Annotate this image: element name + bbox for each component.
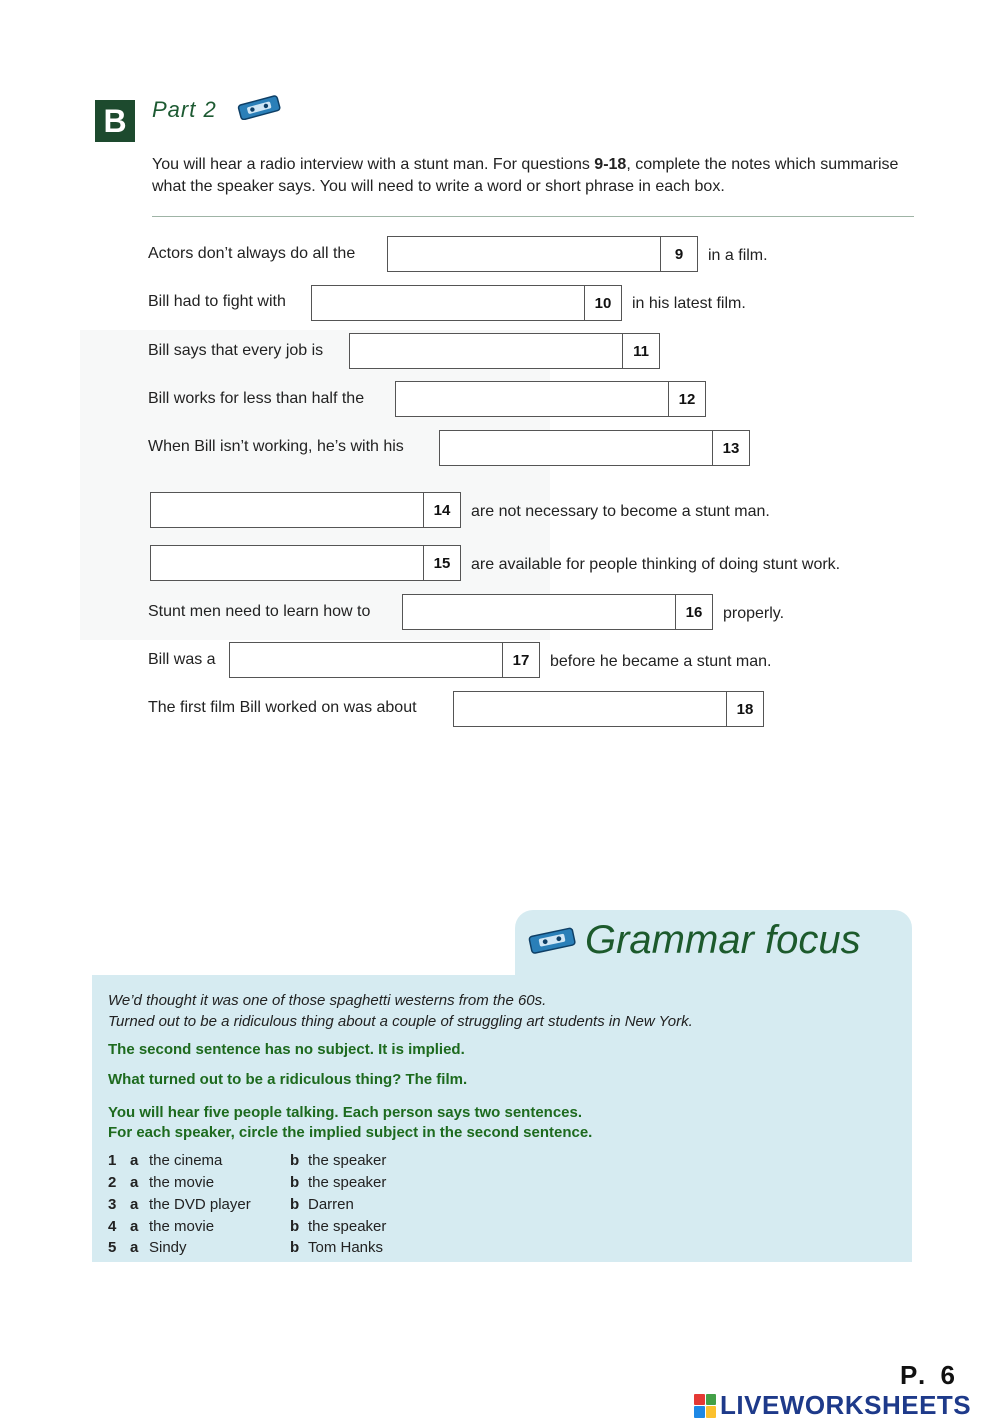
answer-box-12 [395,381,706,417]
grammar-instruction-2: For each speaker, circle the implied subject in the second sentence. [108,1124,593,1141]
option-b-letter: b [290,1174,300,1191]
answer-box-18 [453,691,764,727]
question-16-after: properly. [723,605,785,622]
answer-box-9 [387,236,698,272]
option-a[interactable]: the movie [149,1218,215,1235]
part-title: Part 2 [152,97,217,122]
divider [152,216,914,217]
option-b[interactable]: Tom Hanks [308,1239,384,1256]
question-10-after: in his latest film. [632,295,746,312]
option-a-letter: a [130,1152,139,1169]
answer-box-15 [150,545,461,581]
page-number: P. 6 [900,1360,959,1390]
brand-watermark [694,1390,971,1421]
answer-input-17[interactable] [230,643,504,677]
question-18-text: The first film Bill worked on was about [148,699,417,716]
question-11-text: Bill says that every job is [148,342,324,359]
answer-input-13[interactable] [440,431,714,465]
example-sentence-1: We’d thought it was one of those spaghetti westerns from the 60s. [108,992,547,1009]
question-9-text: Actors don’t always do all the [148,245,356,262]
instructions [152,154,922,198]
option-b[interactable]: the speaker [308,1218,387,1235]
option-a-letter: a [130,1196,139,1213]
option-a-letter: a [130,1239,139,1256]
instructions-text-2: , complete the notes which summarise what the speaker says. You will need to write a word or short phrase in each box. [152,156,899,195]
question-12-text: Bill works for less than half the [148,390,365,407]
answer-input-16[interactable] [403,595,677,629]
answer-input-18[interactable] [454,692,728,726]
section-badge: B [95,100,135,142]
question-17-after: before he became a stunt man. [550,653,772,670]
liveworksheets-logo-icon [694,1394,716,1418]
option-b-letter: b [290,1218,300,1235]
brand-name: LIVEWORKSHEETS [720,1390,972,1420]
question-16-text: Stunt men need to learn how to [148,603,371,620]
answer-input-12[interactable] [396,382,670,416]
option-b-letter: b [290,1152,300,1169]
question-number-17: 17 [502,643,539,677]
answer-input-9[interactable] [388,237,662,271]
question-number-11: 11 [622,334,659,368]
question-number-14: 14 [423,493,460,527]
answer-input-11[interactable] [350,334,624,368]
answer-input-14[interactable] [151,493,425,527]
question-number-9: 9 [660,237,697,271]
question-number-18: 18 [726,692,763,726]
option-b[interactable]: Darren [308,1196,354,1213]
instructions-range: 9-18 [594,156,627,173]
answer-input-15[interactable] [151,546,425,580]
grammar-note-1: The second sentence has no subject. It is implied. [108,1041,465,1058]
answer-box-13 [439,430,750,466]
example-sentence-2: Turned out to be a ridiculous thing about a couple of struggling art students in New York. [108,1013,693,1030]
answer-box-16 [402,594,713,630]
question-number-12: 12 [668,382,705,416]
question-number-10: 10 [584,286,621,320]
cassette-icon [527,925,579,955]
question-15-after: are available for people thinking of doing stunt work. [471,556,841,573]
answer-input-10[interactable] [312,286,586,320]
answer-box-10 [311,285,622,321]
question-14-after: are not necessary to become a stunt man. [471,503,770,520]
item-number: 1 [108,1152,117,1169]
option-a[interactable]: the cinema [149,1152,223,1169]
option-a[interactable]: the DVD player [149,1196,251,1213]
option-b[interactable]: the speaker [308,1152,387,1169]
question-number-16: 16 [675,595,712,629]
answer-box-14 [150,492,461,528]
option-a[interactable]: Sindy [149,1239,187,1256]
answer-box-11 [349,333,660,369]
item-number: 4 [108,1218,117,1235]
answer-box-17 [229,642,540,678]
option-b-letter: b [290,1196,300,1213]
instructions-text-1: You will hear a radio interview with a stunt man. For questions [152,156,595,173]
question-13-text: When Bill isn’t working, he’s with his [148,438,404,455]
grammar-title: Grammar focus [585,918,861,962]
item-number: 2 [108,1174,117,1191]
cassette-icon [236,94,284,120]
question-17-text: Bill was a [148,651,216,668]
option-b-letter: b [290,1239,300,1256]
option-a-letter: a [130,1174,139,1191]
grammar-note-2: What turned out to be a ridiculous thing? The film. [108,1071,468,1088]
item-number: 3 [108,1196,117,1213]
question-10-text: Bill had to fight with [148,293,286,310]
grammar-instruction-1: You will hear five people talking. Each person says two sentences. [108,1104,583,1121]
question-number-15: 15 [423,546,460,580]
item-number: 5 [108,1239,117,1256]
question-9-after: in a film. [708,247,768,264]
option-a-letter: a [130,1218,139,1235]
question-number-13: 13 [712,431,749,465]
option-b[interactable]: the speaker [308,1174,387,1191]
option-a[interactable]: the movie [149,1174,215,1191]
